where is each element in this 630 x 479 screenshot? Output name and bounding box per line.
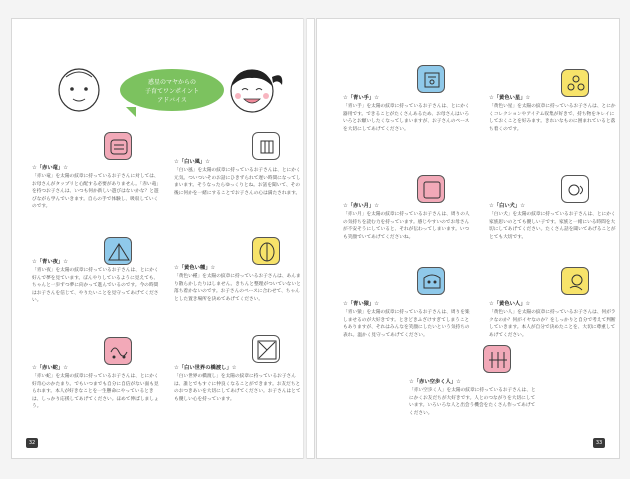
white-worldbridger-icon (252, 335, 280, 363)
block-text: 「白い世界の橋渡し」を太陽の紋章に持っているお子さんは、誰とでもすぐに仲良くなることができます。お友だちとのおつきあいを大切にしてあげてください。お子さんはとても優しい心を持っています。 (174, 374, 301, 402)
right-page (316, 18, 620, 459)
book-spread (11, 18, 620, 459)
red-serpent-icon (104, 337, 132, 365)
block-text: 「赤い蛇」を太陽の紋章に持っているお子さんは、とにかく好奇心のかたまり。でもいつまでも自分に自信がない面も見られます。本人が好きなことを一生懸命にやっているときは、しっかり応援してあげてください。ほめて伸ばしましょう。 (32, 374, 159, 410)
block-white-worldbridger (174, 365, 302, 403)
block-yellow-human (489, 301, 617, 339)
block-yellow-seed (174, 265, 302, 303)
block-title: ☆「黄色い星」☆ (489, 95, 531, 101)
yellow-star-icon (561, 69, 589, 97)
block-yellow-star (489, 95, 617, 133)
block-title: ☆「白い犬」☆ (489, 203, 525, 209)
bubble-line-1: 惑星のマヤからの (147, 79, 196, 86)
block-text: 「青い夜」を太陽の紋章に持っているお子さんは、とにかく好んで夢を見ています。ぼんやりしているように見えても、ちゃんと一歩ずつ夢に向かって進んでいるのです。今の時間はお子さんを信じて、やりたいことを見守ってあげてください。 (32, 268, 159, 304)
block-white-wind (174, 159, 302, 197)
boy-face-icon (56, 65, 102, 113)
block-text: 「赤い竜」を太陽の紋章に持っているお子さんに対しては、お母さんがタップリと心配する必要がありません。「赤い竜」を持つお子さんは、いつも何か新しい遊びはないかな？と遊びながら学んでいきます。自らの手で体験し、吸収していくのです。 (32, 174, 159, 210)
block-red-serpent (32, 365, 160, 411)
block-text: 「青い手」を太陽の紋章に持っているお子さんは、とにかく器用です。できることがたくさんあるため、お母さんはいろいろとお願いしたくなってしまいますが、お子さんのペースを大切にしてあげてください。 (343, 104, 470, 132)
block-title: ☆「青い手」☆ (343, 95, 379, 101)
block-text: 「黄色い人」を太陽の紋章に持っているお子さんは、何がラクなのか？何がイヤなのか？をしっかりと自分で考えて判断していきます。本人が自分で決めたことを、大切に尊重してあげてください。 (489, 310, 616, 338)
block-title: ☆「黄色い種」☆ (174, 265, 216, 271)
block-text: 「黄色い種」を太陽の紋章に持っているお子さんは、あんまり散らかしたりはしません。きちんと整理がついていないと落ち着かないのです。お子さんのペースに合わせて、ちゃんとした置き場所を決めてあげてください。 (174, 274, 301, 302)
book-gutter (303, 18, 307, 459)
block-text: 「赤い月」を太陽の紋章に持っているお子さんは、周りの人の気持ちを読む力を持っています。感じやすいのでお母さんが不安そうにしていると、それが伝わってしまいます。いつも笑顔でいてあげてくださいね。 (343, 212, 470, 240)
red-moon-icon (417, 175, 445, 203)
block-text: 「黄色い星」を太陽の紋章に持っているお子さんは、とにかくコレクションやアイテム収集が好きで、持ち物をキレイにしておくことを好みます。きれいなものに囲まれていると落ち着くのです。 (489, 104, 616, 132)
block-title: ☆「赤い月」☆ (343, 203, 379, 209)
block-red-skywalker (409, 379, 539, 417)
red-dragon-icon (104, 132, 132, 160)
block-blue-hand (343, 95, 471, 133)
white-dog-icon (561, 175, 589, 203)
block-title: ☆「赤い蛇」☆ (32, 365, 68, 371)
block-title: ☆「白い世界の橋渡し」☆ (174, 365, 237, 371)
block-title: ☆「青い猿」☆ (343, 301, 379, 307)
page-number-left: 32 (26, 438, 38, 448)
red-skywalker-icon (483, 345, 511, 373)
block-text: 「白い犬」を太陽の紋章に持っているお子さんは、とにかく家族思いのとても優しい子です。家族と一緒にいる時間を大切にしてあげてください。たくさん話を聞いてあげることがとても大切です。 (489, 212, 616, 240)
block-text: 「青い猿」を太陽の紋章に持っているお子さんは、周りを楽しませるのが大好きです。ときどきふざけすぎてしまうこともありますが、それはみんなを笑顔にしたいという気持ちの表れ。温かく見守ってあげてください。 (343, 310, 470, 338)
left-page (11, 18, 315, 459)
block-text: 「白い風」を太陽の紋章に持っているお子さんは、とにかく元気。ついついそのお話にひきずられて遅い時間になってしまいます。そうなったらゆっくりとね。お話を聞いて、その後に何かを一緒にすることでお子さんの心は満たされます。 (174, 168, 301, 196)
bubble-line-3: アドバイス (157, 97, 187, 104)
bubble-line-2: 子育てワンポイント (144, 88, 199, 95)
blue-monkey-icon (417, 267, 445, 295)
block-red-moon (343, 203, 471, 241)
block-text: 「赤い空歩く人」を太陽の紋章に持っているお子さんは、とにかくお友だちが大好きです。人とのつながりを大切にしています。いろいろな人と出会う機会をたくさん作ってあげてください。 (409, 388, 536, 416)
block-title: ☆「青い夜」☆ (32, 259, 68, 265)
block-blue-night (32, 259, 160, 305)
yellow-human-icon (561, 267, 589, 295)
white-wind-icon (252, 132, 280, 160)
girl-face-icon (222, 63, 286, 115)
advice-speech-bubble (120, 69, 224, 111)
blue-hand-icon (417, 65, 445, 93)
block-title: ☆「白い風」☆ (174, 159, 210, 165)
block-title: ☆「黄色い人」☆ (489, 301, 531, 307)
block-title: ☆「赤い空歩く人」☆ (409, 379, 461, 385)
block-blue-monkey (343, 301, 471, 339)
block-white-dog (489, 203, 617, 241)
block-title: ☆「赤い竜」☆ (32, 165, 68, 171)
block-red-dragon (32, 165, 160, 211)
page-number-right: 33 (593, 438, 605, 448)
yellow-seed-icon (252, 237, 280, 265)
